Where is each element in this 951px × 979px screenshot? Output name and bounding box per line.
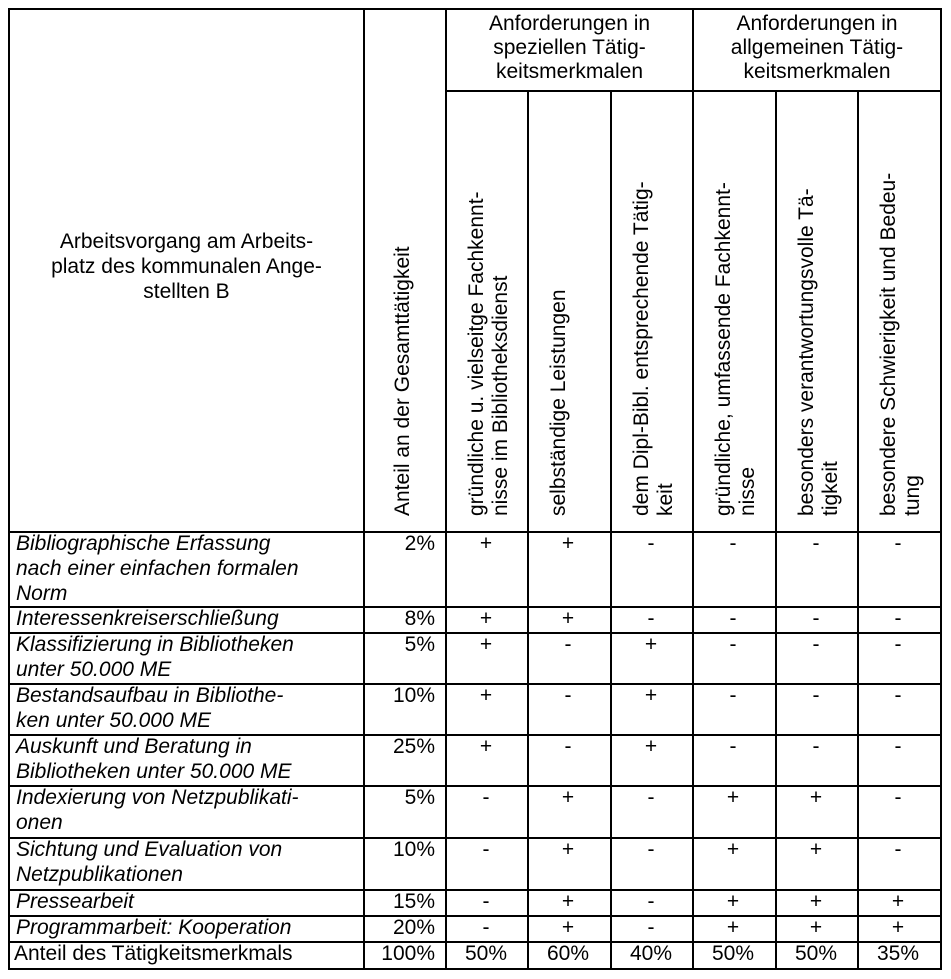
activity-label: Pressearbeit bbox=[16, 890, 134, 913]
criterion-total: 50% bbox=[711, 942, 755, 965]
activity-label: Netzpublikationen bbox=[16, 863, 183, 886]
activity-label: Programmarbeit: Kooperation bbox=[16, 916, 292, 939]
activity-label: nach einer einfachen formalen bbox=[16, 557, 299, 580]
requirement-mark: - bbox=[812, 684, 820, 707]
requirement-mark: + bbox=[891, 890, 905, 913]
requirement-mark: + bbox=[561, 607, 575, 630]
criterion-header: selbständige Leistungen bbox=[547, 289, 570, 516]
requirement-mark: - bbox=[812, 607, 820, 630]
share-value: 5% bbox=[404, 633, 435, 656]
share-value: 2% bbox=[404, 532, 435, 555]
requirement-mark: + bbox=[891, 916, 905, 939]
criterion-header: gründliche, umfassende Fachkennt- bbox=[712, 182, 735, 516]
activity-column-header: stellten B bbox=[143, 280, 230, 303]
total-row-label: Anteil des Tätigkeitsmerkmals bbox=[14, 942, 293, 965]
share-value: 15% bbox=[392, 890, 435, 913]
requirement-mark: - bbox=[894, 838, 902, 861]
activity-label: Norm bbox=[16, 582, 68, 605]
share-value: 10% bbox=[392, 838, 435, 861]
requirement-mark: - bbox=[729, 735, 737, 758]
share-value: 8% bbox=[404, 607, 435, 630]
requirement-mark: - bbox=[894, 786, 902, 809]
grid-line bbox=[8, 968, 942, 970]
grid-line bbox=[8, 8, 942, 10]
activity-column-header: Arbeitsvorgang am Arbeits- bbox=[59, 230, 314, 253]
grid-line bbox=[940, 8, 942, 970]
requirement-mark: + bbox=[479, 735, 493, 758]
requirement-mark: - bbox=[482, 786, 490, 809]
requirement-mark: - bbox=[647, 532, 655, 555]
grid-line bbox=[692, 8, 694, 970]
general-requirements-header: allgemeinen Tätig- bbox=[730, 36, 904, 59]
requirement-mark: + bbox=[479, 532, 493, 555]
requirement-mark: - bbox=[482, 890, 490, 913]
activity-label: Klassifizierung in Bibliotheken bbox=[16, 633, 294, 656]
activity-label: onen bbox=[16, 811, 63, 834]
requirement-mark: - bbox=[812, 633, 820, 656]
criterion-header: besondere Schwierigkeit und Bedeu- bbox=[877, 172, 900, 516]
activity-label: Indexierung von Netzpublikati- bbox=[16, 786, 299, 809]
activity-label: ken unter 50.000 ME bbox=[16, 709, 211, 732]
activity-label: Auskunft und Beratung in bbox=[16, 735, 252, 758]
requirement-mark: + bbox=[809, 786, 823, 809]
requirement-mark: - bbox=[894, 532, 902, 555]
requirement-mark: - bbox=[564, 633, 572, 656]
activity-label: Sichtung und Evaluation von bbox=[16, 838, 283, 861]
requirement-mark: - bbox=[894, 607, 902, 630]
activity-label: Bibliotheken unter 50.000 ME bbox=[16, 760, 292, 783]
special-requirements-header: Anforderungen in bbox=[488, 12, 651, 35]
requirement-mark: + bbox=[561, 890, 575, 913]
requirement-mark: - bbox=[482, 916, 490, 939]
share-value: 20% bbox=[392, 916, 435, 939]
requirement-mark: + bbox=[561, 838, 575, 861]
requirement-mark: + bbox=[644, 684, 658, 707]
general-requirements-header: keitsmerkmalen bbox=[743, 60, 891, 83]
share-value: 5% bbox=[404, 786, 435, 809]
requirement-mark: - bbox=[647, 916, 655, 939]
activity-column-header: platz des kommunalen Ange- bbox=[51, 255, 322, 278]
requirement-mark: - bbox=[647, 838, 655, 861]
activity-label: unter 50.000 ME bbox=[16, 658, 172, 681]
requirement-mark: + bbox=[726, 786, 740, 809]
requirement-mark: - bbox=[812, 735, 820, 758]
criterion-header: tigkeit bbox=[819, 461, 842, 516]
requirement-mark: - bbox=[729, 684, 737, 707]
criterion-header: keit bbox=[654, 483, 677, 516]
criterion-header: gründliche u. vielseitge Fachkennt- bbox=[465, 191, 488, 516]
share-column-header: Anteil an der Gesamttätigkeit bbox=[391, 246, 414, 516]
requirement-mark: - bbox=[894, 684, 902, 707]
criterion-header: nisse bbox=[736, 466, 759, 516]
grid-line bbox=[363, 8, 365, 970]
total-share: 100% bbox=[381, 942, 435, 965]
requirement-mark: - bbox=[729, 633, 737, 656]
requirement-mark: + bbox=[561, 916, 575, 939]
requirement-mark: + bbox=[809, 838, 823, 861]
requirement-mark: - bbox=[482, 838, 490, 861]
requirement-mark: - bbox=[647, 786, 655, 809]
requirement-mark: - bbox=[729, 532, 737, 555]
criterion-header: tung bbox=[901, 475, 924, 516]
requirement-mark: + bbox=[479, 684, 493, 707]
requirement-mark: + bbox=[644, 735, 658, 758]
criterion-header: besonders verantwortungsvolle Tä- bbox=[795, 188, 818, 516]
requirement-mark: - bbox=[647, 890, 655, 913]
requirement-mark: - bbox=[564, 735, 572, 758]
requirement-mark: - bbox=[647, 607, 655, 630]
criterion-header: dem Dipl-Bibl. entsprechende Tätig- bbox=[630, 181, 653, 516]
criterion-total: 60% bbox=[546, 942, 590, 965]
requirement-mark: - bbox=[564, 684, 572, 707]
requirement-mark: + bbox=[561, 786, 575, 809]
share-value: 10% bbox=[392, 684, 435, 707]
requirement-mark: + bbox=[561, 532, 575, 555]
requirement-mark: + bbox=[726, 916, 740, 939]
activity-label: Interessenkreiserschließung bbox=[16, 607, 279, 630]
special-requirements-header: speziellen Tätig- bbox=[493, 36, 646, 59]
requirement-mark: - bbox=[812, 532, 820, 555]
requirement-mark: + bbox=[479, 633, 493, 656]
general-requirements-header: Anforderungen in bbox=[736, 12, 898, 35]
activity-label: Bestandsaufbau in Bibliothe- bbox=[16, 684, 284, 707]
activity-label: Bibliographische Erfassung bbox=[16, 532, 271, 555]
requirement-mark: + bbox=[479, 607, 493, 630]
criterion-total: 35% bbox=[876, 942, 920, 965]
special-requirements-header: keitsmerkmalen bbox=[495, 60, 644, 83]
criterion-total: 50% bbox=[794, 942, 838, 965]
criterion-header: nisse im Bibliotheksdienst bbox=[489, 275, 512, 516]
requirement-mark: - bbox=[729, 607, 737, 630]
grid-line bbox=[445, 8, 447, 970]
requirement-mark: + bbox=[726, 838, 740, 861]
requirement-mark: - bbox=[894, 735, 902, 758]
requirement-mark: - bbox=[894, 633, 902, 656]
requirement-mark: + bbox=[809, 916, 823, 939]
requirement-mark: + bbox=[644, 633, 658, 656]
grid-line bbox=[8, 8, 10, 970]
requirement-mark: + bbox=[809, 890, 823, 913]
share-value: 25% bbox=[392, 735, 435, 758]
requirement-mark: + bbox=[726, 890, 740, 913]
criterion-total: 50% bbox=[464, 942, 508, 965]
criterion-total: 40% bbox=[629, 942, 673, 965]
